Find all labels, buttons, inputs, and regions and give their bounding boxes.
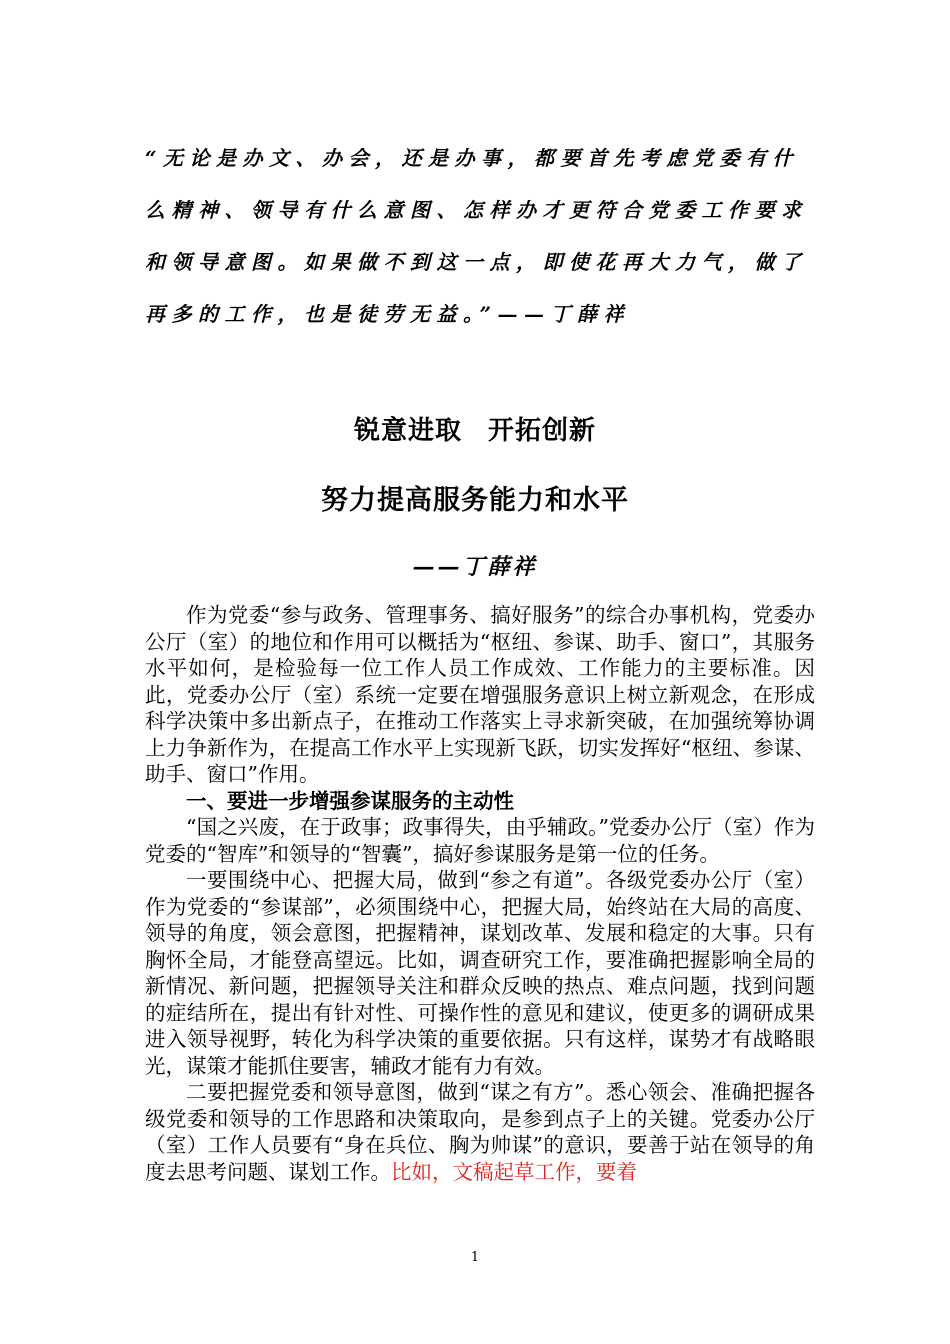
title-line-1a: 锐意进取	[353, 416, 462, 446]
title-author: ——丁薛祥	[412, 554, 538, 580]
page-number: 1	[470, 1250, 480, 1265]
paragraph-intro: 作为党委“参与政务、管理事务、搞好服务”的综合办事机构，党委办公厅（室）的地位和作用可以概括为“枢纽、参谋、助手、窗口”，其服务水平如何，是检验每一位工作人员工作成效、工作能力的主要标准。因此，党委办公厅（室）系统一定要在增强服务意识上树立新观念，在形成科学决策中多出新点子，在推动工作落实上寻求新突破，在加强统筹协调上力争新作为，在提高工作水平上实现新飞跃，切实发挥好“枢纽、参谋、助手、窗口”作用。	[145, 603, 815, 786]
document-body	[145, 602, 815, 1185]
paragraph-section-1-intro: “国之兴废，在于政事；政事得失，由乎辅政。”党委办公厅（室）作为党委的“智库”和领导的“智囊”，搞好参谋服务是第一位的任务。	[145, 815, 815, 866]
paragraph-point-2	[145, 1079, 815, 1185]
highlighted-red-text: 比如，文稿起草工作，要着	[391, 1159, 637, 1184]
epigraph-quote: “无论是办文、办会，还是办事，都要首先考虑党委有什么精神、领导有什么意图、怎样办才更符合党委工作要求和领导意图。如果做不到这一点，即使花再大力气，做了再多的工作，也是徒劳无益。”——丁薛祥	[145, 146, 808, 326]
title-line-1b: 开拓创新	[488, 416, 597, 446]
section-heading-1: 一、要进一步增强参谋服务的主动性	[186, 788, 514, 813]
title-line-2: 努力提高服务能力和水平	[321, 485, 629, 516]
title-line-1	[0, 410, 950, 447]
paragraph-point-2-text: 二要把握党委和领导意图，做到“谋之有方”。悉心领会、准确把握各级党委和领导的工作思路和决策取向，是参到点子上的关键。党委办公厅（室）工作人员要有“身在兵位、胸为帅谋”的意识，要善于站在领导的角度去思考问题、谋划工作。	[145, 1080, 815, 1184]
paragraph-point-1: 一要围绕中心、把握大局，做到“参之有道”。各级党委办公厅（室）作为党委的“参谋部”，必须围绕中心，把握大局，始终站在大局的高度、领导的角度，领会意图，把握精神，谋划改革、发展和稳定的大事。只有胸怀全局，才能登高望远。比如，调查研究工作，要准确把握影响全局的新情况、新问题，把握领导关注和群众反映的热点、难点问题，找到问题的症结所在，提出有针对性、可操作性的意见和建议，使更多的调研成果进入领导视野，转化为科学决策的重要依据。只有这样，谋势才有战略眼光，谋策才能抓住要害，辅政才能有力有效。	[145, 868, 815, 1078]
